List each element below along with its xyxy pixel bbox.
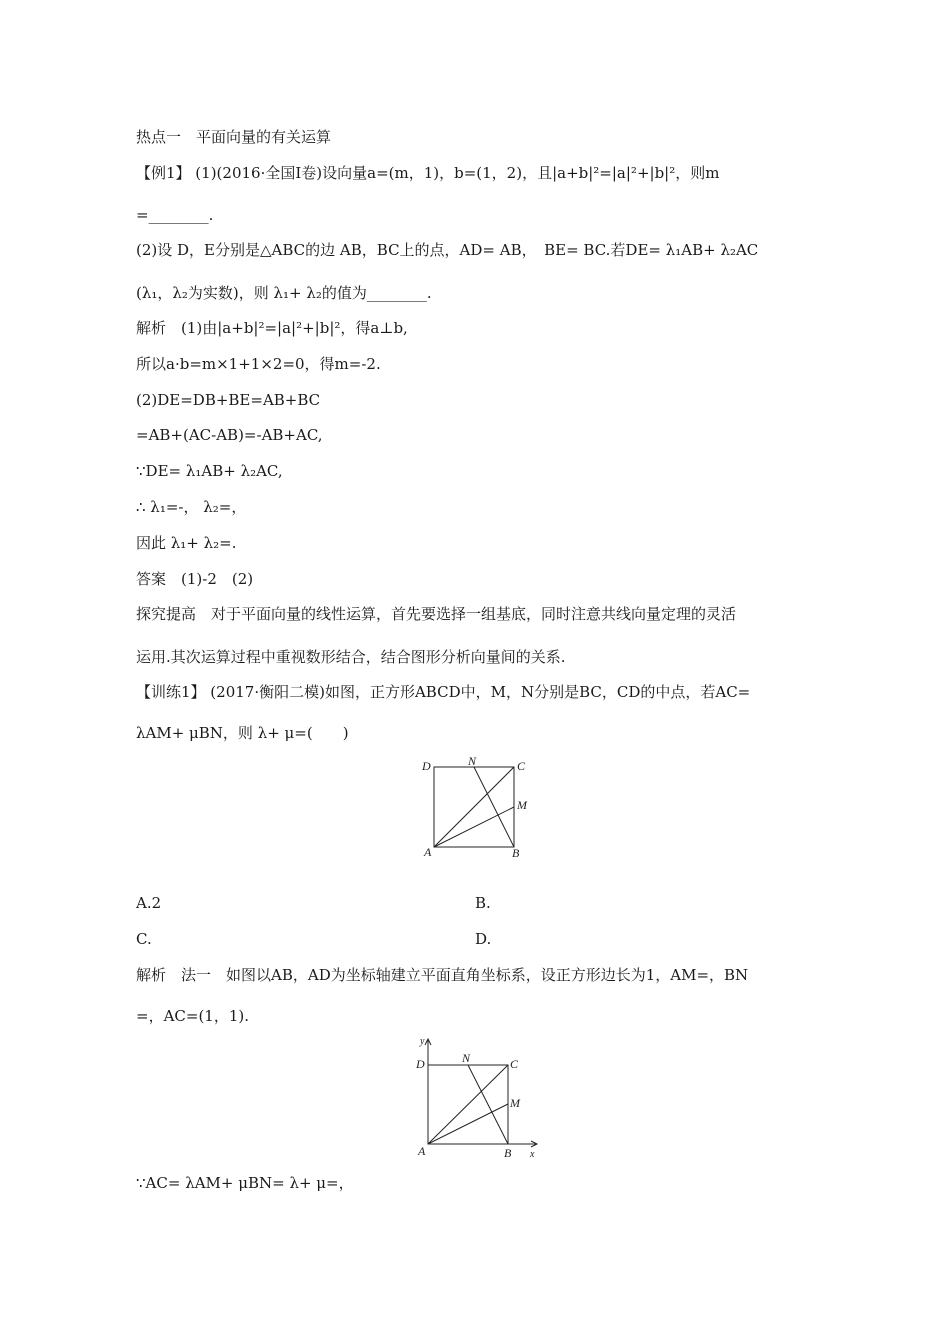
label-c: C (510, 1057, 519, 1071)
solution1-line2: 所以a·b=m×1+1×2=0，得m=-2. (136, 355, 381, 373)
segment-bn (474, 767, 514, 847)
solution2-line2: =，AC=(1，1). (136, 1007, 250, 1025)
solution2-line1: 解析 法一 如图以AB，AD为坐标轴建立平面直角坐标系，设正方形边长为1，AM=，BN (136, 966, 749, 984)
label-d: D (422, 759, 431, 773)
solution1-line1: 解析 (1)由|a+b|²=|a|²+|b|²，得a⊥b, (136, 319, 408, 337)
section-heading: 热点一 平面向量的有关运算 (136, 128, 332, 146)
label-b: B (512, 846, 520, 860)
solution1-line3: (2)DE=DB+BE=AB+BC (136, 391, 321, 409)
label-n: N (462, 1051, 471, 1065)
option-b: B. (475, 894, 491, 912)
label-x: x (530, 1149, 535, 1160)
final-line: ∵AC= λAM+ μBN= λ+ μ=， (136, 1174, 354, 1192)
segment-ac (434, 767, 514, 847)
segment-bn (468, 1065, 508, 1144)
label-a: A (424, 845, 432, 859)
option-a: A.2 (136, 894, 162, 912)
example1-line2: =________. (136, 206, 214, 224)
example1-line3: (2)设 D，E分别是△ABC的边 AB，BC上的点，AD= AB， BE= BC.若DE= λ₁AB+ λ₂AC (136, 241, 759, 259)
solution1-line5: ∵DE= λ₁AB+ λ₂AC, (136, 462, 283, 480)
segment-ac (428, 1065, 508, 1144)
label-m: M (510, 1096, 520, 1110)
label-a: A (418, 1144, 426, 1158)
example1-line1: 【例1】 (1)(2016·全国Ⅰ卷)设向量a=(m，1)，b=(1，2)，且|a+b|²=|a|²+|b|²，则m (136, 164, 720, 182)
solution1-line6: ∴ λ₁=-， λ₂=， (136, 498, 247, 516)
solution1-line7: 因此 λ₁+ λ₂=. (136, 534, 237, 552)
label-d: D (416, 1057, 425, 1071)
segment-am (434, 807, 514, 847)
answer-line: 答案 (1)-2 (2) (136, 570, 254, 588)
example1-line4: (λ₁，λ₂为实数)，则 λ₁+ λ₂的值为________. (136, 284, 432, 302)
label-m: M (517, 798, 527, 812)
training1-line1: 【训练1】 (2017·衡阳二模)如图，正方形ABCD中，M，N分别是BC，CD的中点，若AC= (136, 683, 751, 701)
square-figure-1 (418, 752, 538, 864)
segment-am (428, 1104, 508, 1144)
insight-line1: 探究提高 对于平面向量的线性运算，首先要选择一组基底，同时注意共线向量定理的灵活 (136, 605, 737, 623)
option-c: C. (136, 930, 152, 948)
insight-line2: 运用.其次运算过程中重视数形结合，结合图形分析向量间的关系. (136, 648, 566, 666)
label-c: C (517, 759, 526, 773)
square-figure-2 (410, 1034, 550, 1162)
solution1-line4: =AB+(AC-AB)=-AB+AC, (136, 426, 323, 444)
label-n: N (468, 754, 477, 768)
training1-line2: λAM+ μBN，则 λ+ μ=( ) (136, 724, 349, 742)
option-d: D. (475, 930, 492, 948)
label-y: y (420, 1036, 425, 1047)
label-b: B (504, 1146, 512, 1160)
